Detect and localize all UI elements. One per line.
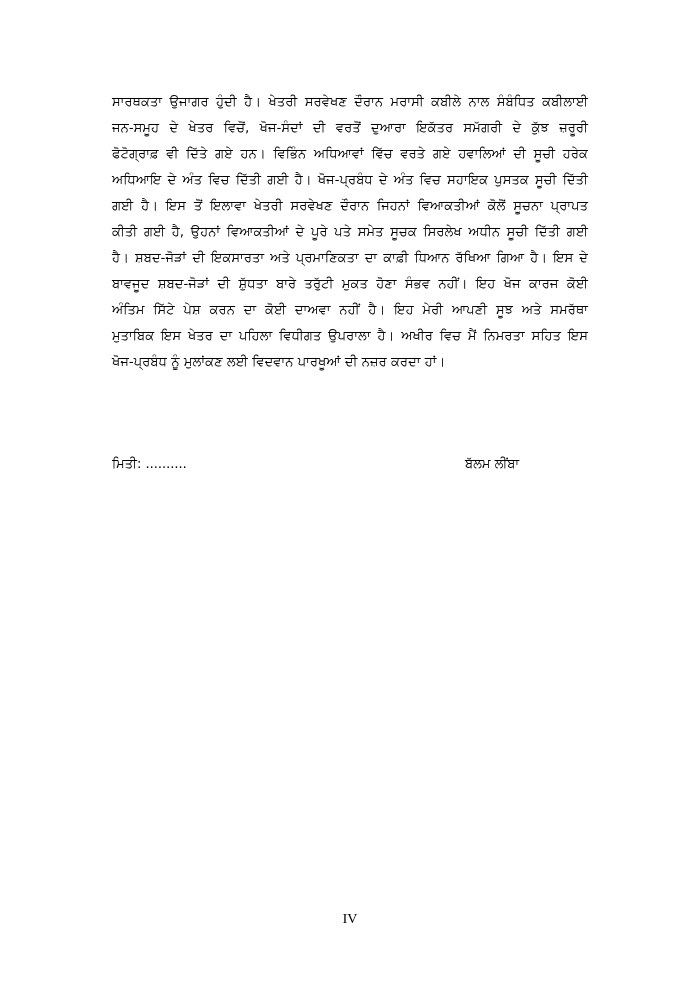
preface-paragraph	[112, 90, 588, 376]
paragraph-line: ਫੋਟੋਗ੍ਰਾਫ਼ ਵੀ ਦਿੱਤੇ ਗਏ ਹਨ। ਵਿਭਿੰਨ ਅਧਿਆਵਾਂ ਵਿੱਚ ਵਰਤੇ ਗਏ ਹਵਾਲਿਆਂ ਦੀ ਸੂਚੀ ਹਰੇਕ	[112, 147, 588, 162]
page-number: IV	[342, 912, 358, 927]
paragraph-line: ਕੀਤੀ ਗਈ ਹੈ, ਉਹਨਾਂ ਵਿਆਕਤੀਆਂ ਦੇ ਪੂਰੇ ਪਤੇ ਸਮੇਤ ਸੂਚਕ ਸਿਰਲੇਖ ਅਧੀਨ ਸੂਚੀ ਦਿੱਤੀ ਗਈ	[112, 225, 588, 240]
paragraph-line: ਸਾਰਥਕਤਾ ਉਜਾਗਰ ਹੁੰਦੀ ਹੈ। ਖੇਤਰੀ ਸਰਵੇਖਣ ਦੌਰਾਨ ਮਰਾਸੀ ਕਬੀਲੇ ਨਾਲ ਸੰਬੰਧਿਤ ਕਬੀਲਾਈ	[112, 95, 588, 110]
paragraph-line: ਹੈ। ਸ਼ਬਦ-ਜੋੜਾਂ ਦੀ ਇਕਸਾਰਤਾ ਅਤੇ ਪ੍ਰਮਾਣਿਕਤਾ ਦਾ ਕਾਫ਼ੀ ਧਿਆਨ ਰੱਖਿਆ ਗਿਆ ਹੈ। ਇਸ ਦੇ	[112, 251, 588, 266]
paragraph-line: ਅਧਿਆਇ ਦੇ ਅੰਤ ਵਿਚ ਦਿੱਤੀ ਗਈ ਹੈ। ਖੋਜ-ਪ੍ਰਬੰਧ ਦੇ ਅੰਤ ਵਿਚ ਸਹਾਇਕ ਪੁਸਤਕ ਸੂਚੀ ਦਿੱਤੀ	[112, 173, 588, 188]
date-label: ਮਿਤੀ: ..........	[112, 457, 187, 472]
paragraph-line: ਮੁਤਾਬਿਕ ਇਸ ਖੇਤਰ ਦਾ ਪਹਿਲਾ ਵਿਧੀਗਤ ਉਪਰਾਲਾ ਹੈ। ਅਖੀਰ ਵਿਚ ਮੈਂ ਨਿਮਰਤਾ ਸਹਿਤ ਇਸ	[112, 329, 588, 344]
paragraph-line: ਗਈ ਹੈ। ਇਸ ਤੋਂ ਇਲਾਵਾ ਖੇਤਰੀ ਸਰਵੇਖਣ ਦੌਰਾਨ ਜਿਹਨਾਂ ਵਿਆਕਤੀਆਂ ਕੋਲੋਂ ਸੂਚਨਾ ਪ੍ਰਾਪਤ	[112, 199, 588, 214]
paragraph-line: ਖੋਜ-ਪ੍ਰਬੰਧ ਨੂੰ ਮੁਲਾਂਕਣ ਲਈ ਵਿਦਵਾਨ ਪਾਰਖੂਆਂ ਦੀ ਨਜ਼ਰ ਕਰਦਾ ਹਾਂ।	[112, 355, 446, 370]
paragraph-line: ਅੰਤਿਮ ਸਿੱਟੇ ਪੇਸ਼ ਕਰਨ ਦਾ ਕੋਈ ਦਾਅਵਾ ਨਹੀਂ ਹੈ। ਇਹ ਮੇਰੀ ਆਪਣੀ ਸੂਝ ਅਤੇ ਸਮਰੱਥਾ	[112, 303, 588, 318]
paragraph-line: ਬਾਵਜੂਦ ਸ਼ਬਦ-ਜੋੜਾਂ ਦੀ ਸ਼ੁੱਧਤਾ ਬਾਰੇ ਤਰੁੱਟੀ ਮੁਕਤ ਹੋਣਾ ਸੰਭਵ ਨਹੀਂ। ਇਹ ਖੋਜ ਕਾਰਜ ਕੋਈ	[112, 277, 588, 292]
paragraph-line: ਜਨ-ਸਮੂਹ ਦੇ ਖੇਤਰ ਵਿਚੋਂ, ਖੋਜ-ਸੰਦਾਂ ਦੀ ਵਰਤੋਂ ਦੁਆਰਾ ਇਕੱਤਰ ਸਮੱਗਰੀ ਦੇ ਕੁੱਝ ਜ਼ਰੂਰੀ	[112, 121, 588, 136]
author-signature: ਬੱਲਮ ਲੀਂਬਾ	[465, 457, 520, 472]
